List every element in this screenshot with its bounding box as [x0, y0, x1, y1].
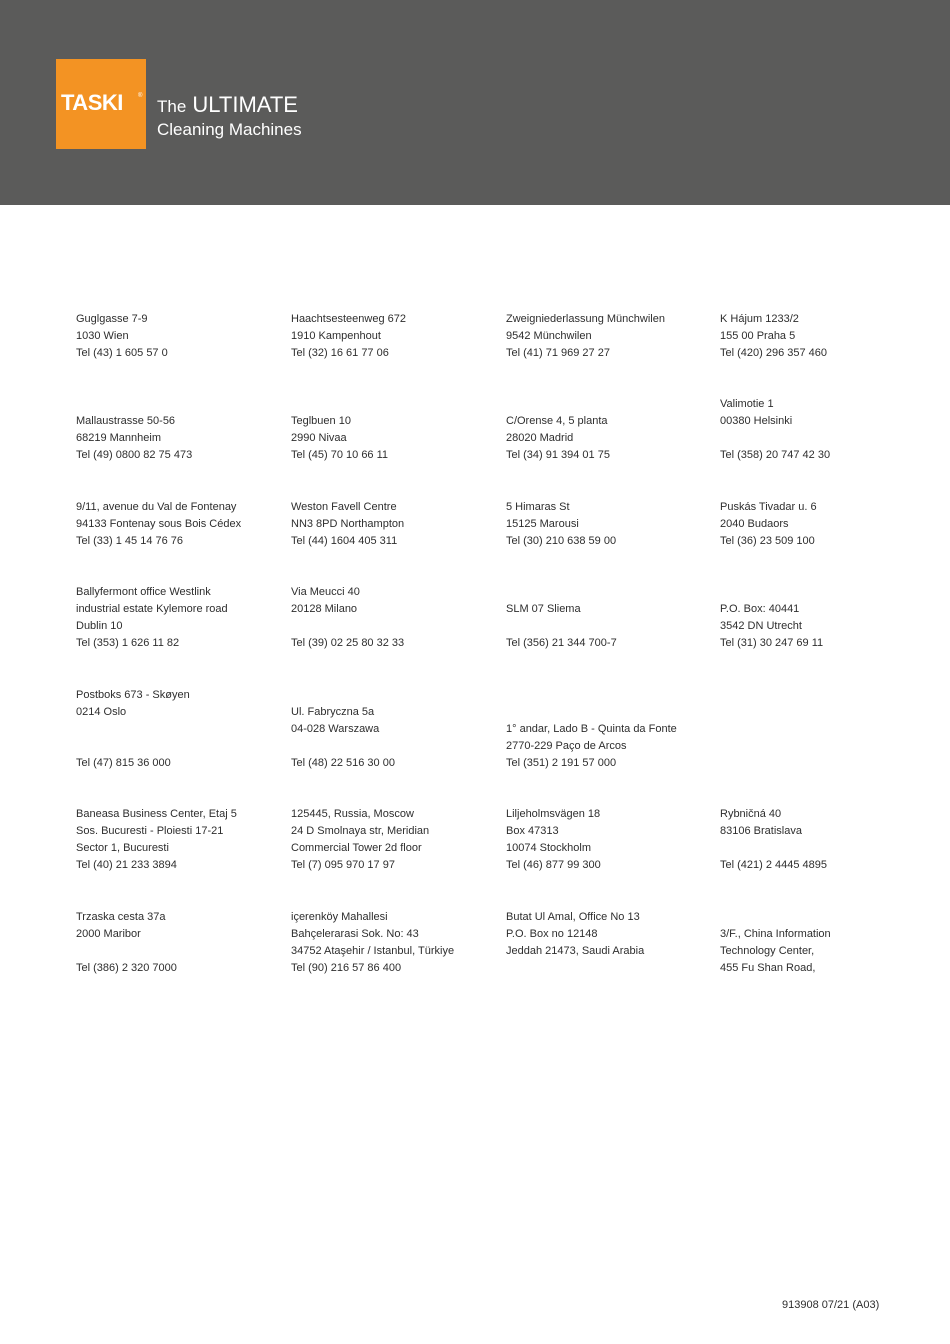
address-block: [291, 584, 404, 652]
address-line: 2040 Budaors: [720, 518, 789, 530]
address-block: [291, 413, 388, 464]
address-line: Bahçelerarasi Sok. No: 43: [291, 928, 419, 940]
address-line: 1030 Wien: [76, 330, 129, 342]
address-line: Ballyfermont office Westlink: [76, 586, 211, 598]
address-block: [506, 806, 601, 874]
address-line: 10074 Stockholm: [506, 842, 591, 854]
address-line: Sector 1, Bucuresti: [76, 842, 169, 854]
address-block: [76, 311, 168, 362]
logo-text: TASKI: [61, 90, 123, 115]
address-line: P.O. Box no 12148: [506, 928, 598, 940]
address-line: [76, 738, 190, 755]
address-line: Tel (90) 216 57 86 400: [291, 962, 402, 974]
address-line: [506, 618, 617, 635]
address-line: 1910 Kampenhout: [291, 330, 381, 342]
address-line: Commercial Tower 2d floor: [291, 842, 422, 854]
address-line: Tel (386) 2 320 7000: [76, 962, 177, 974]
address-line: 2000 Maribor: [76, 928, 141, 940]
address-line: SLM 07 Sliema: [506, 603, 581, 615]
address-block: [291, 499, 404, 550]
address-line: 83106 Bratislava: [720, 825, 802, 837]
address-line: 455 Fu Shan Road,: [720, 962, 816, 974]
address-line: Tel (353) 1 626 11 82: [76, 637, 180, 649]
address-block: [76, 687, 190, 772]
address-line: Postboks 673 - Skøyen: [76, 689, 190, 701]
address-line: Tel (421) 2 4445 4895: [720, 859, 828, 871]
address-line: Liljeholmsvägen 18: [506, 808, 601, 820]
address-block: [506, 311, 665, 362]
address-line: Tel (31) 30 247 69 11: [720, 637, 824, 649]
address-line: Trzaska cesta 37a: [76, 911, 166, 923]
address-line: Butat Ul Amal, Office No 13: [506, 911, 640, 923]
address-line: Tel (49) 0800 82 75 473: [76, 449, 193, 461]
tagline-the: The: [157, 97, 187, 116]
address-line: Tel (34) 91 394 01 75: [506, 449, 610, 461]
address-line: Tel (36) 23 509 100: [720, 535, 815, 547]
address-line: Valimotie 1: [720, 398, 774, 410]
address-line: industrial estate Kylemore road: [76, 603, 228, 615]
address-line: Tel (48) 22 516 30 00: [291, 757, 395, 769]
address-line: 125445, Russia, Moscow: [291, 808, 414, 820]
address-line: Tel (44) 1604 405 311: [291, 535, 398, 547]
document-code: 913908 07/21 (A03): [782, 1299, 880, 1311]
tagline-line-2: Cleaning Machines: [157, 120, 302, 139]
address-line: 0214 Oslo: [76, 706, 127, 718]
address-line: Tel (358) 20 747 42 30: [720, 449, 831, 461]
address-line: Tel (40) 21 233 3894: [76, 859, 177, 871]
address-block: [291, 704, 395, 772]
address-block: [76, 909, 177, 977]
address-line: Tel (39) 02 25 80 32 33: [291, 637, 405, 649]
address-block: [720, 806, 827, 874]
address-line: 68219 Mannheim: [76, 432, 162, 444]
address-line: 9542 Münchwilen: [506, 330, 592, 342]
address-line: Box 47313: [506, 825, 559, 837]
address-block: [506, 601, 617, 652]
address-block: [76, 499, 241, 550]
address-line: 94133 Fontenay sous Bois Cédex: [76, 518, 242, 530]
address-line: Jeddah 21473, Saudi Arabia: [506, 945, 645, 957]
address-line: Weston Favell Centre: [291, 501, 397, 513]
address-line: 04-028 Warszawa: [291, 723, 380, 735]
address-line: Tel (46) 877 99 300: [506, 859, 601, 871]
address-line: 2770-229 Paço de Arcos: [506, 740, 627, 752]
address-block: [291, 311, 406, 362]
address-line: 2990 Nivaa: [291, 432, 347, 444]
logo-registered-mark: ®: [138, 93, 143, 99]
address-line: [76, 943, 177, 960]
address-line: [291, 618, 404, 635]
address-line: Dublin 10: [76, 620, 123, 632]
address-block: [720, 499, 817, 550]
address-line: Mallaustrasse 50-56: [76, 415, 176, 427]
address-block: [720, 311, 827, 362]
address-line: 34752 Ataşehir / Istanbul, Türkiye: [291, 945, 455, 957]
address-line: Tel (33) 1 45 14 76 76: [76, 535, 184, 547]
address-block: [76, 584, 228, 652]
address-line: Ul. Fabryczna 5a: [291, 706, 375, 718]
address-block: [720, 926, 831, 977]
address-line: Baneasa Business Center, Etaj 5: [76, 808, 237, 820]
address-line: Tel (47) 815 36 000: [76, 757, 171, 769]
address-line: Guglgasse 7-9: [76, 313, 148, 325]
address-line: Haachtsesteenweg 672: [291, 313, 406, 325]
address-line: 15125 Marousi: [506, 518, 579, 530]
address-line: Tel (7) 095 970 17 97: [291, 859, 395, 871]
taski-logo: [56, 59, 146, 149]
address-line: Tel (356) 21 344 700-7: [506, 637, 617, 649]
address-line: 20128 Milano: [291, 603, 358, 615]
address-line: C/Orense 4, 5 planta: [506, 415, 608, 427]
address-line: Tel (41) 71 969 27 27: [506, 347, 610, 359]
address-block: [76, 806, 237, 874]
address-line: 155 00 Praha 5: [720, 330, 796, 342]
tagline-line-1: [157, 92, 302, 119]
address-block: [720, 601, 823, 652]
address-line: [76, 721, 190, 738]
address-line: [720, 840, 827, 857]
address-line: Puskás Tivadar u. 6: [720, 501, 817, 513]
address-line: 00380 Helsinki: [720, 415, 793, 427]
address-block: [506, 499, 616, 550]
address-block: [291, 806, 429, 874]
address-line: [720, 430, 830, 447]
address-block: [76, 413, 192, 464]
address-block: [506, 721, 677, 772]
tagline-ultimate: ULTIMATE: [192, 92, 298, 117]
tagline: [157, 92, 302, 141]
address-line: Zweigniederlassung Münchwilen: [506, 313, 665, 325]
address-block: [506, 909, 644, 960]
address-line: Tel (420) 296 357 460: [720, 347, 828, 359]
address-line: Via Meucci 40: [291, 586, 360, 598]
address-line: [291, 738, 395, 755]
address-block: [506, 413, 610, 464]
address-line: Tel (30) 210 638 59 00: [506, 535, 617, 547]
address-line: Tel (351) 2 191 57 000: [506, 757, 617, 769]
address-line: Tel (32) 16 61 77 06: [291, 347, 389, 359]
address-line: Sos. Bucuresti - Ploiesti 17-21: [76, 825, 224, 837]
address-block: [291, 909, 454, 977]
address-line: 9/11, avenue du Val de Fontenay: [76, 501, 237, 513]
address-line: Tel (45) 70 10 66 11: [291, 449, 389, 461]
address-line: içerenköy Mahallesi: [291, 911, 388, 923]
address-line: NN3 8PD Northampton: [291, 518, 405, 530]
address-line: Technology Center,: [720, 945, 815, 957]
address-line: 3/F., China Information: [720, 928, 831, 940]
address-line: 5 Himaras St: [506, 501, 570, 513]
address-line: 1° andar, Lado B - Quinta da Fonte: [506, 723, 677, 735]
address-line: Rybničná 40: [720, 808, 782, 820]
address-line: Tel (43) 1 605 57 0: [76, 347, 168, 359]
address-line: P.O. Box: 40441: [720, 603, 800, 615]
address-line: 28020 Madrid: [506, 432, 574, 444]
header-band: [0, 0, 950, 205]
address-line: Teglbuen 10: [291, 415, 351, 427]
address-line: 3542 DN Utrecht: [720, 620, 802, 632]
address-line: K Hájum 1233/2: [720, 313, 799, 325]
address-line: 24 D Smolnaya str, Meridian: [291, 825, 430, 837]
address-block: [720, 396, 830, 464]
